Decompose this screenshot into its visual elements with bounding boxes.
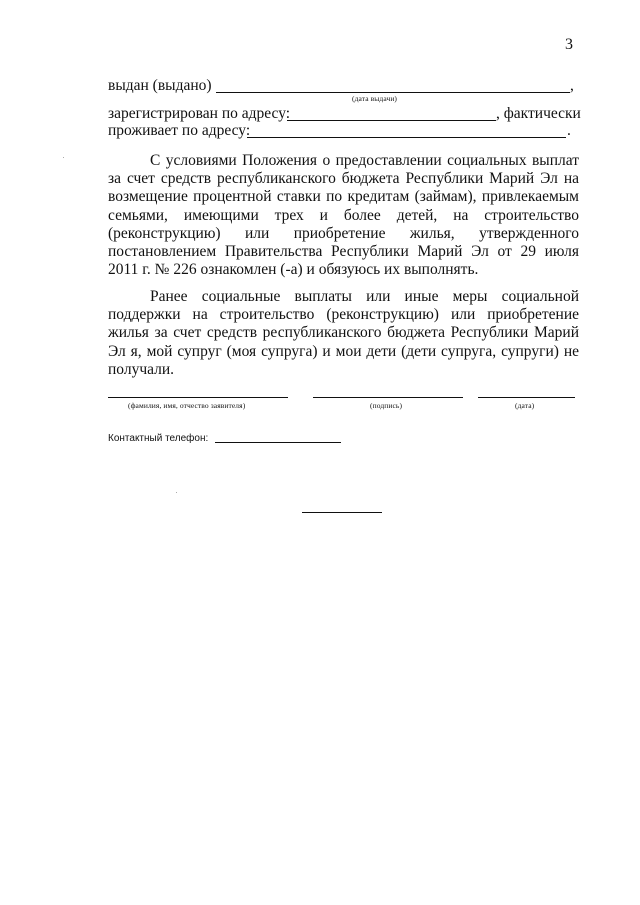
- name-field[interactable]: [108, 397, 288, 398]
- scan-speck: [63, 157, 64, 158]
- date-field[interactable]: [478, 397, 575, 398]
- contact-phone-field[interactable]: [215, 442, 341, 443]
- issued-label: выдан (выдано): [108, 77, 212, 94]
- registered-address-field[interactable]: [287, 120, 496, 121]
- signature-field[interactable]: [313, 397, 463, 398]
- registered-end: , фактически: [496, 105, 581, 122]
- issued-end: ,: [570, 77, 574, 94]
- issued-date-caption: (дата выдачи): [352, 94, 398, 103]
- signature-caption: (подпись): [370, 401, 403, 410]
- paragraph-declaration: Ранее социальные выплаты или иные меры социальной поддержки на строительство (реконструкцию) или приобретение жилья за счет средств республиканского бюджета Республики Марий Эл я, мой супруг (моя супруга) и мои дети (дети супруга, супруги) не получали.: [108, 288, 579, 378]
- actual-address-field[interactable]: [247, 137, 566, 138]
- issued-field[interactable]: [216, 92, 570, 93]
- lives-label: проживает по адресу:: [108, 122, 251, 139]
- paragraph-acknowledgement: С условиями Положения о предоставлении социальных выплат за счет средств республиканского бюджета Республики Марий Эл на возмещение процентной ставки по кредитам (займам), привлекаемым семьями, имеющими трех и более детей, на строительство (реконструкцию) или приобретение жилья, утвержденного постановлением Правительства Республики Марий Эл от 29 июля 2011 г. № 226 ознакомлен (-а) и обязуюсь их выполнять.: [108, 152, 579, 279]
- scan-speck: [176, 492, 177, 493]
- closing-divider: [302, 512, 382, 513]
- lives-end: .: [567, 122, 571, 139]
- registered-label: зарегистрирован по адресу:: [108, 105, 291, 122]
- name-caption: (фамилия, имя, отчество заявителя): [128, 401, 246, 410]
- page-number: 3: [565, 36, 573, 53]
- date-caption: (дата): [515, 401, 535, 410]
- contact-phone-label: Контактный телефон:: [108, 433, 209, 444]
